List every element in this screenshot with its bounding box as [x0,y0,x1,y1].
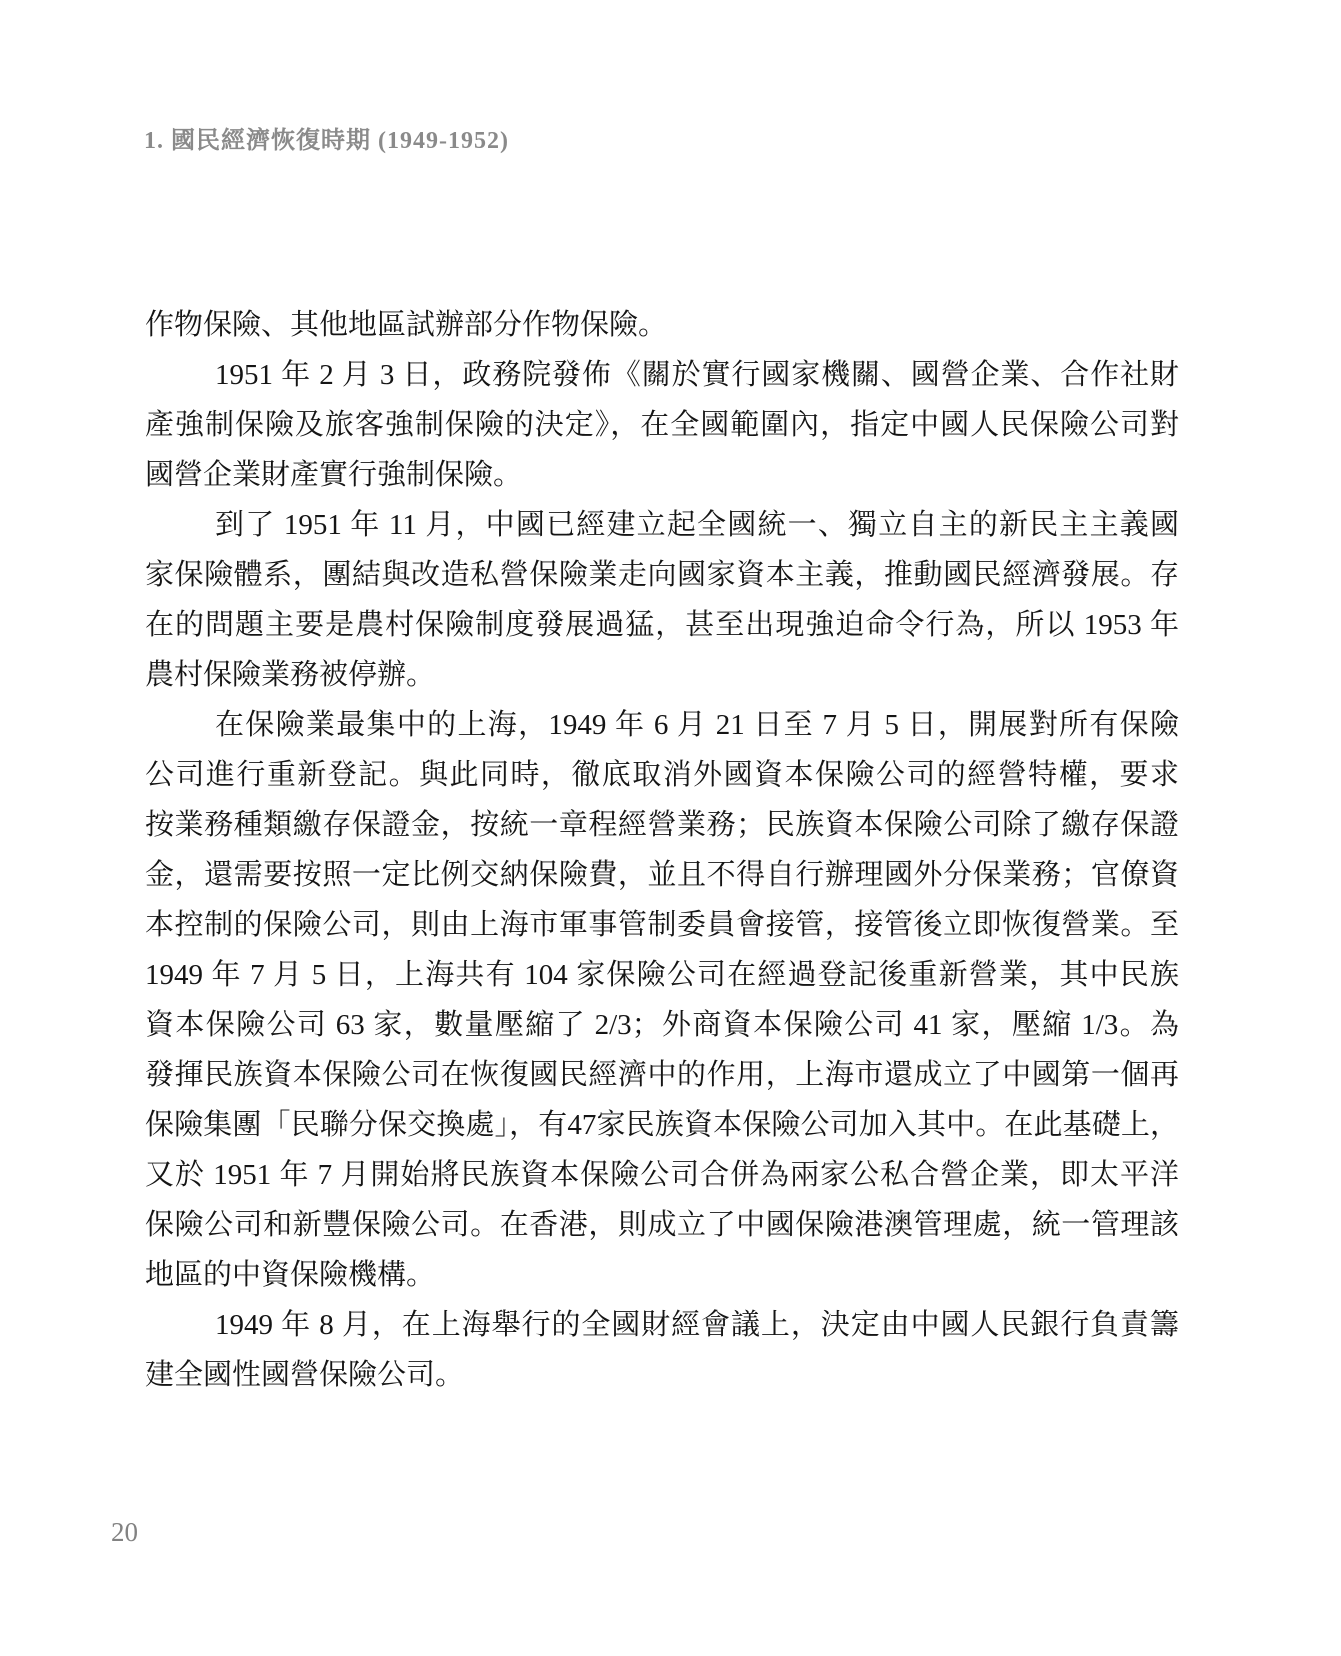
text-line: 產強制保險及旅客強制保險的決定》，在全國範圍內，指定中國人民保險公司對 [145,409,1179,441]
text-line: 保險集團「民聯分保交換處」，有47家民族資本保險公司加入其中。在此基礎上， [145,1109,1179,1141]
body-text [145,300,1179,1400]
text-line: 作物保險、其他地區試辦部分作物保險。 [145,309,668,341]
paragraph [145,350,1179,500]
text-line: 金，還需要按照一定比例交納保險費，並且不得自行辦理國外分保業務；官僚資 [145,859,1179,891]
text-line: 到了 1951 年 11 月，中國已經建立起全國統一、獨立自主的新民主主義國 [215,509,1179,541]
paragraph [145,1300,1179,1400]
section-header: 1. 國民經濟恢復時期 (1949-1952) [144,128,509,154]
text-line: 又於 1951 年 7 月開始將民族資本保險公司合併為兩家公私合營企業，即太平洋 [145,1159,1179,1191]
paragraph [145,500,1179,700]
text-line: 保險公司和新豐保險公司。在香港，則成立了中國保險港澳管理處，統一管理該 [145,1209,1179,1241]
text-line: 農村保險業務被停辦。 [145,659,436,691]
text-line: 國營企業財產實行強制保險。 [145,459,523,491]
text-line: 1949 年 7 月 5 日，上海共有 104 家保險公司在經過登記後重新營業，其中民族 [145,959,1179,991]
paragraph [145,300,1179,350]
text-line: 在保險業最集中的上海，1949 年 6 月 21 日至 7 月 5 日，開展對所有保險 [215,709,1179,741]
text-line: 地區的中資保險機構。 [145,1259,436,1291]
paragraph [145,700,1179,1300]
text-line: 家保險體系，團結與改造私營保險業走向國家資本主義，推動國民經濟發展。存 [145,559,1179,591]
text-line: 公司進行重新登記。與此同時，徹底取消外國資本保險公司的經營特權，要求 [145,759,1179,791]
text-line: 1951 年 2 月 3 日，政務院發佈《關於實行國家機關、國營企業、合作社財 [215,359,1179,391]
text-line: 1949 年 8 月，在上海舉行的全國財經會議上，決定由中國人民銀行負責籌 [215,1309,1179,1341]
text-line: 建全國性國營保險公司。 [145,1359,465,1391]
text-line: 資本保險公司 63 家，數量壓縮了 2/3；外商資本保險公司 41 家，壓縮 1/3。為 [145,1009,1179,1041]
text-line: 本控制的保險公司，則由上海市軍事管制委員會接管，接管後立即恢復營業。至 [145,909,1179,941]
text-line: 發揮民族資本保險公司在恢復國民經濟中的作用，上海市還成立了中國第一個再 [145,1059,1179,1091]
text-line: 按業務種類繳存保證金，按統一章程經營業務；民族資本保險公司除了繳存保證 [145,809,1179,841]
text-line: 在的問題主要是農村保險制度發展過猛，甚至出現強迫命令行為，所以 1953 年 [145,609,1179,641]
page-number: 20 [111,1517,138,1547]
